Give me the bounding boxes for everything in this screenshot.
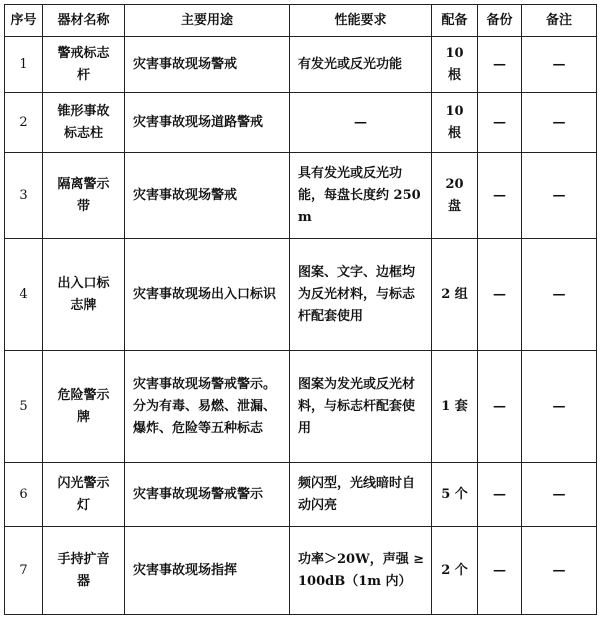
cell-name: 手持扩音器	[43, 527, 125, 615]
cell-use: 灾害事故现场警戒	[125, 37, 290, 93]
cell-performance: 频闪型，光线暗时自动闪亮	[290, 463, 432, 527]
table-row	[5, 351, 597, 463]
cell-name: 警戒标志杆	[43, 37, 125, 93]
cell-no: 3	[5, 153, 43, 239]
cell-use: 灾害事故现场警戒	[125, 153, 290, 239]
cell-no: 4	[5, 239, 43, 351]
cell-quantity: 10 根	[432, 37, 478, 93]
cell-quantity: 2 组	[432, 239, 478, 351]
cell-name: 危险警示牌	[43, 351, 125, 463]
header-no: 序号	[5, 5, 43, 37]
cell-name: 出入口标志牌	[43, 239, 125, 351]
cell-performance: —	[290, 93, 432, 153]
cell-backup: —	[478, 153, 522, 239]
header-quantity: 配备	[432, 5, 478, 37]
table-row	[5, 93, 597, 153]
cell-backup: —	[478, 93, 522, 153]
cell-use: 灾害事故现场警戒警示	[125, 463, 290, 527]
cell-note: —	[522, 93, 597, 153]
table-row	[5, 239, 597, 351]
cell-quantity: 5 个	[432, 463, 478, 527]
cell-backup: —	[478, 527, 522, 615]
cell-no: 6	[5, 463, 43, 527]
cell-use: 灾害事故现场道路警戒	[125, 93, 290, 153]
cell-use: 灾害事故现场出入口标识	[125, 239, 290, 351]
cell-quantity: 20 盘	[432, 153, 478, 239]
cell-no: 7	[5, 527, 43, 615]
table-header-row	[5, 5, 597, 37]
cell-quantity: 10 根	[432, 93, 478, 153]
header-backup: 备份	[478, 5, 522, 37]
header-use: 主要用途	[125, 5, 290, 37]
header-name: 器材名称	[43, 5, 125, 37]
cell-no: 5	[5, 351, 43, 463]
cell-note: —	[522, 37, 597, 93]
table-row	[5, 37, 597, 93]
cell-note: —	[522, 239, 597, 351]
cell-note: —	[522, 463, 597, 527]
cell-backup: —	[478, 351, 522, 463]
cell-backup: —	[478, 239, 522, 351]
cell-no: 1	[5, 37, 43, 93]
table-row	[5, 463, 597, 527]
cell-performance: 图案、文字、边框均为反光材料，与标志杆配套使用	[290, 239, 432, 351]
cell-name: 闪光警示灯	[43, 463, 125, 527]
cell-use: 灾害事故现场警戒警示。分为有毒、易燃、泄漏、爆炸、危险等五种标志	[125, 351, 290, 463]
cell-name: 隔离警示带	[43, 153, 125, 239]
cell-performance: 功率＞20W，声强 ≥ 100dB（1m 内）	[290, 527, 432, 615]
cell-performance: 有发光或反光功能	[290, 37, 432, 93]
cell-backup: —	[478, 463, 522, 527]
cell-performance: 具有发光或反光功能，每盘长度约 250m	[290, 153, 432, 239]
equipment-table	[4, 4, 597, 615]
table-row	[5, 153, 597, 239]
header-performance: 性能要求	[290, 5, 432, 37]
cell-use: 灾害事故现场指挥	[125, 527, 290, 615]
table-row	[5, 527, 597, 615]
header-note: 备注	[522, 5, 597, 37]
cell-quantity: 2 个	[432, 527, 478, 615]
cell-quantity: 1 套	[432, 351, 478, 463]
cell-note: —	[522, 351, 597, 463]
cell-note: —	[522, 527, 597, 615]
cell-performance: 图案为发光或反光材料，与标志杆配套使用	[290, 351, 432, 463]
cell-backup: —	[478, 37, 522, 93]
cell-name: 锥形事故标志柱	[43, 93, 125, 153]
cell-note: —	[522, 153, 597, 239]
cell-no: 2	[5, 93, 43, 153]
